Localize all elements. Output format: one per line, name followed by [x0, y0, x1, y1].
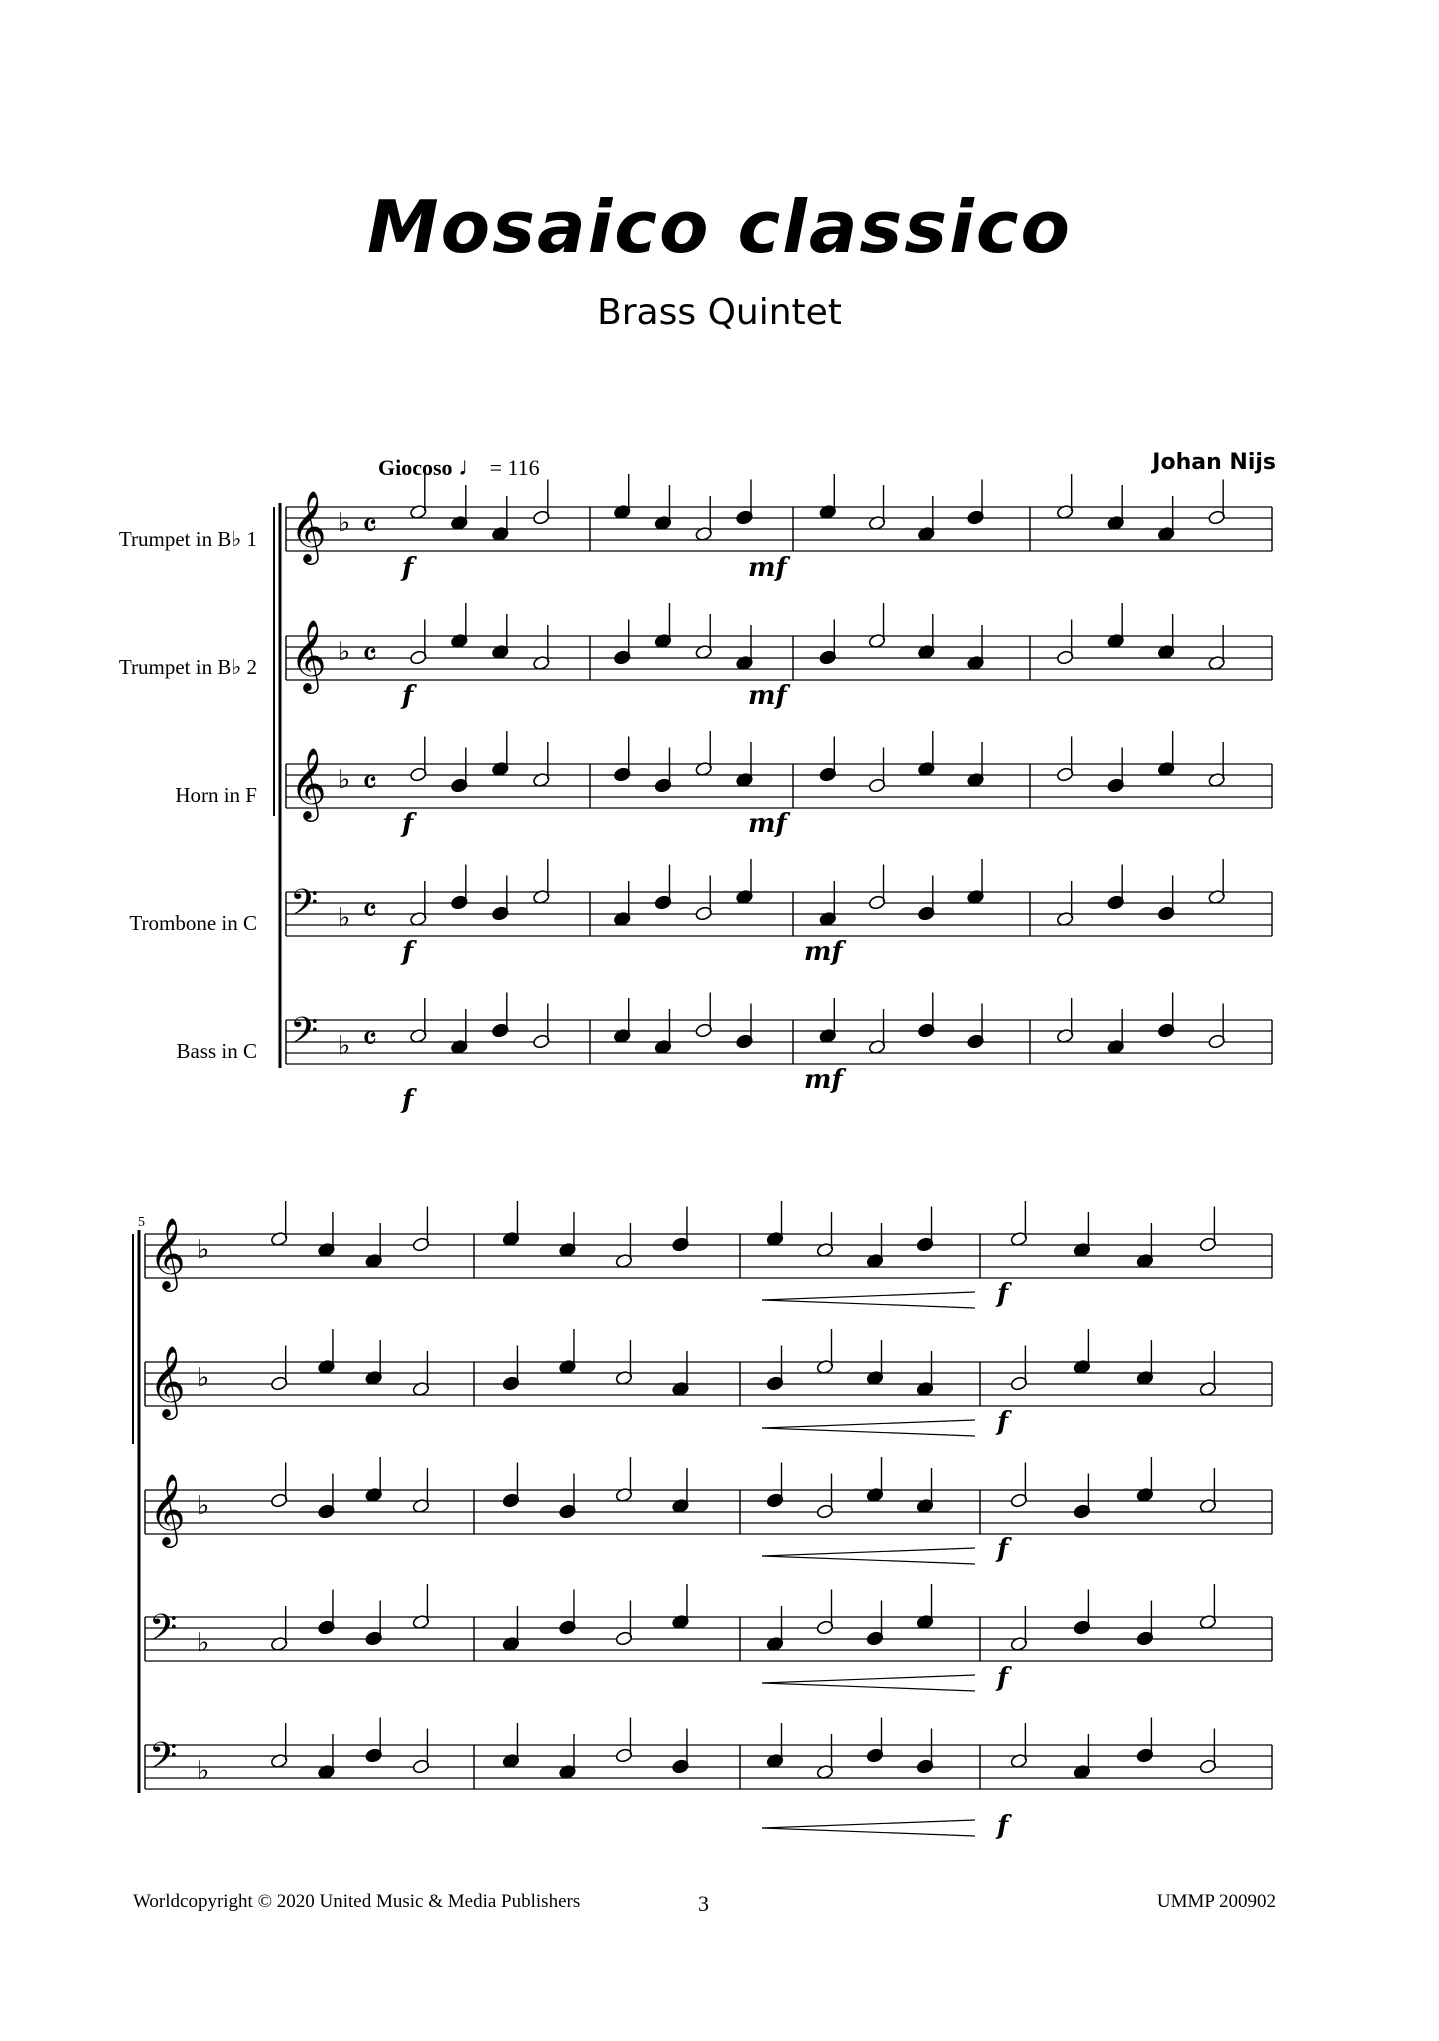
- system2-staff-2-treble-clef-icon: 𝄞: [149, 1344, 186, 1417]
- system1-dynamic-forte: f: [402, 809, 414, 839]
- footer-catalog-number: UMMP 200902: [1156, 1891, 1276, 1912]
- system1-dynamic-forte: f: [402, 937, 414, 967]
- system1-staff-3-flat-key-icon: ♭: [338, 765, 351, 795]
- instrument-label-trumpet-1: Trumpet in B♭ 1: [118, 527, 257, 551]
- system1-dynamic-mf: mf: [804, 937, 843, 967]
- footer-copyright: Worldcopyright © 2020 United Music & Media Publishers: [133, 1891, 581, 1912]
- system1-dynamic-mf: mf: [748, 809, 787, 839]
- footer-page-number: 3: [698, 1891, 709, 1916]
- system1-staff-2-common-time-icon: 𝄴: [362, 635, 378, 675]
- instrument-label-bass: Bass in C: [176, 1039, 257, 1063]
- system2-crescendo-hairpin: [762, 1420, 975, 1428]
- system1-staff-3-common-time-icon: 𝄴: [362, 763, 378, 803]
- system1-staff-1-common-time-icon: 𝄴: [362, 506, 378, 546]
- system1-staff-5-common-time-icon: 𝄴: [362, 1019, 378, 1059]
- system1-staff-2-treble-clef-icon: 𝄞: [290, 618, 327, 691]
- system1-staff-4-bass-clef-icon: 𝄢: [290, 882, 319, 933]
- system2-crescendo-hairpin: [762, 1675, 975, 1683]
- system1-dynamic-mf: mf: [748, 681, 787, 711]
- system2-staff-4-bass-clef-icon: 𝄢: [149, 1607, 178, 1658]
- tempo-word: Giocoso: [378, 455, 453, 480]
- system2-dynamic-forte: f: [997, 1407, 1009, 1437]
- system2-staff-1-flat-key-icon: ♭: [197, 1235, 210, 1265]
- system2-dynamic-forte: f: [997, 1811, 1009, 1841]
- system2-crescendo-hairpin: [762, 1548, 975, 1556]
- system1-staff-3-treble-clef-icon: 𝄞: [290, 746, 327, 819]
- system2-staff-4-flat-key-icon: ♭: [197, 1628, 210, 1658]
- system2-crescendo-hairpin: [762, 1300, 975, 1308]
- system2-crescendo-hairpin: [762, 1556, 975, 1564]
- system1-dynamic-forte: f: [402, 681, 414, 711]
- page-subtitle: Brass Quintet: [597, 292, 842, 333]
- quarter-note-icon: ♩: [458, 452, 485, 481]
- system2-staff-2-flat-key-icon: ♭: [197, 1363, 210, 1393]
- system1-staff-1-flat-key-icon: ♭: [338, 508, 351, 538]
- system1-dynamic-mf: mf: [804, 1065, 843, 1095]
- system2-crescendo-hairpin: [762, 1428, 975, 1436]
- instrument-label-horn: Horn in F: [175, 783, 257, 807]
- system1-staff-5-flat-key-icon: ♭: [338, 1031, 351, 1061]
- system2-crescendo-hairpin: [762, 1820, 975, 1828]
- system2-staff-5-bass-clef-icon: 𝄢: [149, 1735, 178, 1786]
- system2-dynamic-forte: f: [997, 1534, 1009, 1564]
- system1-dynamic-forte: f: [402, 553, 414, 583]
- system2-crescendo-hairpin: [762, 1683, 975, 1691]
- page-title: Mosaico classico: [367, 185, 1072, 269]
- system1-staff-2-flat-key-icon: ♭: [338, 637, 351, 667]
- system1-dynamic-forte: f: [402, 1085, 414, 1115]
- system2-dynamic-forte: f: [997, 1663, 1009, 1693]
- system2-staff-5-flat-key-icon: ♭: [197, 1756, 210, 1786]
- system2-staff-3-flat-key-icon: ♭: [197, 1491, 210, 1521]
- system1-staff-4-flat-key-icon: ♭: [338, 903, 351, 933]
- system1-staff-1-treble-clef-icon: 𝄞: [290, 489, 327, 562]
- system2-crescendo-hairpin: [762, 1828, 975, 1836]
- system2-crescendo-hairpin: [762, 1292, 975, 1300]
- system1-staff-4-common-time-icon: 𝄴: [362, 891, 378, 931]
- measure-number: 5: [138, 1215, 145, 1230]
- system1-dynamic-mf: mf: [748, 553, 787, 583]
- instrument-label-trombone: Trombone in C: [129, 911, 257, 935]
- system2-staff-1-treble-clef-icon: 𝄞: [149, 1216, 186, 1289]
- system2-staff-3-treble-clef-icon: 𝄞: [149, 1472, 186, 1545]
- system1-staff-5-bass-clef-icon: 𝄢: [290, 1010, 319, 1061]
- system2-dynamic-forte: f: [997, 1279, 1009, 1309]
- instrument-label-trumpet-2: Trumpet in B♭ 2: [118, 655, 257, 679]
- tempo-value: = 116: [489, 455, 540, 480]
- composer-name: Johan Nijs: [1152, 450, 1276, 475]
